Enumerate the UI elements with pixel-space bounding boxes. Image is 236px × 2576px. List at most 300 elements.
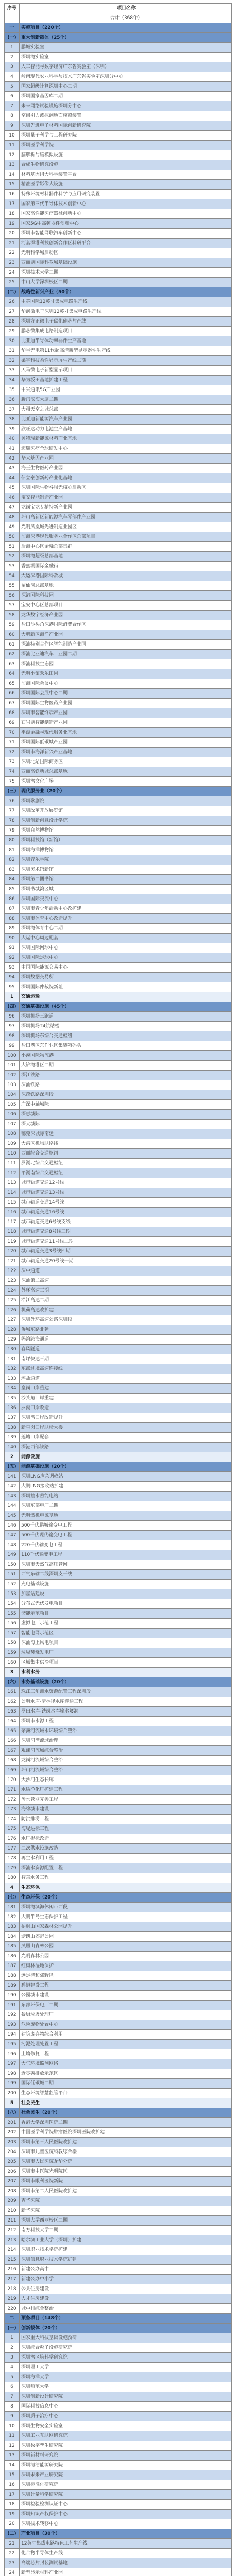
- row-number: 14: [5, 170, 20, 180]
- row-number: 140: [5, 1443, 20, 1452]
- row-number: 73: [5, 757, 20, 767]
- row-number: 3: [5, 1668, 20, 1677]
- row-number: 144: [5, 1501, 20, 1511]
- row-project-name: 深圳生物安全实验室: [20, 2421, 232, 2431]
- row-number: 95: [5, 982, 20, 992]
- row-project-name: 能源基础设施（20个）: [20, 1462, 232, 1472]
- table-row: [5, 620, 232, 630]
- table-row: [5, 2549, 232, 2558]
- table-row: [5, 1599, 232, 1609]
- table-row: [5, 2030, 232, 2040]
- row-project-name: 深圳国际足球中心: [20, 953, 232, 963]
- row-number: 146: [5, 1521, 20, 1531]
- table-row: [5, 2372, 232, 2382]
- row-number: 11: [5, 2431, 20, 2441]
- row-number: 22: [5, 2549, 20, 2558]
- table-row: [5, 1394, 232, 1403]
- row-number: 44: [5, 473, 20, 483]
- table-row: [5, 1041, 232, 1051]
- row-project-name: 中国国际能源交易中心: [20, 963, 232, 973]
- row-project-name: 深圳LNG应急调峰站: [20, 1472, 232, 1482]
- table-row: [5, 1834, 232, 1844]
- row-number: 7: [5, 101, 20, 111]
- row-number: 1: [5, 2333, 20, 2343]
- row-project-name: 鹏城实验室: [20, 43, 232, 53]
- table-row: [5, 1854, 232, 1863]
- table-row: [5, 845, 232, 855]
- row-number: 26: [5, 297, 20, 307]
- row-number: 54: [5, 571, 20, 581]
- row-project-name: 香蜜湖国际金融街: [20, 562, 232, 571]
- row-project-name: 深圳国际网球中心: [20, 943, 232, 953]
- row-number: 116: [5, 1208, 20, 1217]
- table-row: [5, 1785, 232, 1795]
- row-project-name: 东部过境高速连接线: [20, 1364, 232, 1374]
- row-project-name: 深圳综合粒子设施研究院: [20, 2343, 232, 2353]
- table-row: [5, 1217, 232, 1227]
- row-number: 83: [5, 865, 20, 875]
- row-project-name: 智能电网示范区: [20, 1629, 232, 1638]
- table-row: [5, 1697, 232, 1707]
- table-row: [5, 268, 232, 278]
- row-project-name: 交通运输: [20, 992, 232, 1002]
- row-project-name: 深圳湾实验室: [20, 53, 232, 62]
- table-row: [5, 1423, 232, 1433]
- table-row: [5, 2343, 232, 2353]
- row-number: 93: [5, 963, 20, 973]
- row-number: (七): [5, 1893, 20, 1903]
- row-project-name: 深圳书城湾区城: [20, 885, 232, 894]
- row-number: 163: [5, 1707, 20, 1717]
- row-project-name: 光明燃机电源基地: [20, 1511, 232, 1521]
- table-row: [5, 1178, 232, 1188]
- row-project-name: 平湖南综合交通枢纽: [20, 1168, 232, 1178]
- row-number: 32: [5, 356, 20, 366]
- row-number: 130: [5, 1345, 20, 1354]
- row-project-name: 水务基础设施（20个）: [20, 1677, 232, 1687]
- row-number: 114: [5, 1188, 20, 1198]
- row-number: 71: [5, 738, 20, 748]
- table-row: [5, 2519, 232, 2529]
- row-project-name: 城市轨道交通16号线: [20, 1208, 232, 1217]
- table-row: [5, 2304, 232, 2314]
- table-row: [5, 1560, 232, 1570]
- row-number: 201: [5, 2118, 20, 2128]
- row-project-name: 西丽高铁新城总部基地: [20, 767, 232, 777]
- row-number: 220: [5, 2304, 20, 2314]
- row-number: 88: [5, 914, 20, 924]
- row-number: 126: [5, 1306, 20, 1315]
- row-number: 145: [5, 1511, 20, 1521]
- table-row: [5, 1580, 232, 1589]
- row-project-name: 外环高速三期: [20, 1286, 232, 1296]
- row-project-name: 东部环保电厂二期: [20, 2001, 232, 2010]
- row-number: 35: [5, 385, 20, 395]
- table-row: [5, 2510, 232, 2519]
- row-number: 158: [5, 1638, 20, 1648]
- table-row: [5, 1227, 232, 1237]
- row-number: 60: [5, 630, 20, 640]
- table-row: [5, 522, 232, 532]
- row-number: 33: [5, 366, 20, 376]
- row-project-name: 国家高性能医疗器械创新中心: [20, 209, 232, 219]
- row-project-name: 污泥处理处置工程: [20, 2040, 232, 2049]
- table-row: [5, 258, 232, 268]
- row-number: 134: [5, 1384, 20, 1394]
- row-number: 161: [5, 1687, 20, 1697]
- row-project-name: 罗湖口岸改造: [20, 1403, 232, 1413]
- row-number: 63: [5, 659, 20, 669]
- row-number: 191: [5, 2001, 20, 2010]
- row-project-name: 生态环境智慧监管平台: [20, 2089, 232, 2098]
- row-number: 202: [5, 2128, 20, 2138]
- row-project-name: 公园城市建设: [20, 1991, 232, 2001]
- row-project-name: 深圳医学科学院: [20, 141, 232, 150]
- row-project-name: 公明水库-清林径水库连通工程: [20, 1697, 232, 1707]
- table-row: [5, 346, 232, 356]
- row-number: 101: [5, 1061, 20, 1071]
- table-row: [5, 327, 232, 336]
- row-project-name: 沿江高速二期: [20, 1296, 232, 1306]
- table-row: [5, 297, 232, 307]
- table-row: [5, 767, 232, 777]
- table-row: [5, 875, 232, 885]
- row-number: 133: [5, 1374, 20, 1384]
- row-number: 125: [5, 1296, 20, 1306]
- row-project-name: 水厂提标改造: [20, 1834, 232, 1844]
- row-project-name: 深汕科技生态园: [20, 659, 232, 669]
- row-project-name: 信立泰创新药产业化基地: [20, 473, 232, 483]
- table-row: [5, 953, 232, 963]
- table-row: [5, 2206, 232, 2216]
- row-number: 68: [5, 708, 20, 718]
- row-project-name: 哈尔滨工业大学（深圳）扩建: [20, 2235, 232, 2245]
- row-number: 168: [5, 1756, 20, 1766]
- row-project-name: 深圳市青少年活动中心改扩建: [20, 904, 232, 914]
- subcategory-row: [5, 787, 232, 796]
- row-number: 139: [5, 1433, 20, 1443]
- row-number: 172: [5, 1795, 20, 1805]
- table-row: [5, 444, 232, 454]
- row-project-name: 深圳技术转移中心: [20, 2519, 232, 2529]
- row-number: 49: [5, 522, 20, 532]
- row-number: 209: [5, 2196, 20, 2206]
- table-row: [5, 1746, 232, 1756]
- row-project-name: 深圳工业互联网研究院: [20, 2431, 232, 2441]
- table-row: [5, 219, 232, 229]
- row-project-name: 机荷高速改扩建: [20, 1306, 232, 1315]
- subcategory-row: [5, 2324, 232, 2333]
- table-row: [5, 2392, 232, 2402]
- row-number: 166: [5, 1736, 20, 1746]
- table-row: [5, 1100, 232, 1110]
- row-number: 138: [5, 1423, 20, 1433]
- row-number: 98: [5, 1031, 20, 1041]
- table-row: [5, 121, 232, 131]
- row-number: 186: [5, 1952, 20, 1961]
- table-row: [5, 2284, 232, 2294]
- row-project-name: 城中村综合整治: [20, 2304, 232, 2314]
- table-row: [5, 601, 232, 611]
- row-project-name: 新建公办中小学: [20, 2275, 232, 2284]
- row-project-name: 大湾区机场联络线: [20, 1139, 232, 1149]
- row-project-name: 城市轨道交通11号线二期: [20, 1237, 232, 1247]
- row-number: 215: [5, 2255, 20, 2265]
- row-project-name: 光明小镇欢乐田园: [20, 669, 232, 679]
- row-project-name: 光明森林公园: [20, 1952, 232, 1961]
- row-number: 70: [5, 728, 20, 738]
- table-row: [5, 640, 232, 650]
- table-row: [5, 1325, 232, 1335]
- table-row: [5, 2480, 232, 2490]
- table-row: [5, 943, 232, 953]
- row-project-name: 宝安中心区总部项目: [20, 601, 232, 611]
- row-number: 51: [5, 542, 20, 552]
- row-number: 18: [5, 2500, 20, 2510]
- row-number: 58: [5, 611, 20, 620]
- row-project-name: 化合物半导体生产线: [20, 2549, 232, 2558]
- row-number: 13: [5, 160, 20, 170]
- table-row: [5, 72, 232, 82]
- table-row: [5, 180, 232, 190]
- row-project-name: 垃圾焚烧发电厂: [20, 1648, 232, 1658]
- table-row: [5, 2167, 232, 2177]
- table-row: [5, 513, 232, 522]
- row-project-name: 深圳先进电子材料国际创新研究院: [20, 121, 232, 131]
- table-row: [5, 1198, 232, 1208]
- row-project-name: 产业项目（30个）: [20, 2529, 232, 2539]
- table-row: [5, 1120, 232, 1129]
- table-row: [5, 248, 232, 258]
- table-row: [5, 2353, 232, 2363]
- row-project-name: 远足径和郊野径: [20, 1971, 232, 1981]
- table-row: [5, 150, 232, 160]
- row-number: 149: [5, 1550, 20, 1560]
- table-row: [5, 1952, 232, 1961]
- row-project-name: 深惠城际: [20, 1110, 232, 1120]
- table-row: [5, 2412, 232, 2421]
- table-row: [5, 366, 232, 376]
- row-number: (六): [5, 1677, 20, 1687]
- table-row: [5, 2010, 232, 2020]
- row-number: 50: [5, 532, 20, 542]
- subcategory-row: [5, 1677, 232, 1687]
- table-row: [5, 199, 232, 209]
- row-project-name: 高端芯片封装测试基地: [20, 2558, 232, 2568]
- row-number: 176: [5, 1834, 20, 1844]
- table-row: [5, 2177, 232, 2187]
- table-row: [5, 1257, 232, 1266]
- table-row: [5, 1903, 232, 1912]
- subcategory-row: [5, 1002, 232, 1012]
- row-number: 61: [5, 640, 20, 650]
- subcategory-row: [5, 1893, 232, 1903]
- row-number: (一): [5, 2324, 20, 2333]
- row-project-name: 深圳机场T4航站楼: [20, 1022, 232, 1031]
- row-project-name: 区域集中供冷项目: [20, 1658, 232, 1668]
- row-project-name: 深圳市第三人民医院改扩建: [20, 2138, 232, 2147]
- row-number: 124: [5, 1286, 20, 1296]
- row-number: 43: [5, 464, 20, 473]
- row-number: 120: [5, 1247, 20, 1257]
- table-row: [5, 1129, 232, 1139]
- table-row: [5, 630, 232, 640]
- row-project-name: 留仙洞总部基地: [20, 581, 232, 591]
- row-project-name: 深圳量子科学与工程研究院: [20, 131, 232, 141]
- row-number: 110: [5, 1149, 20, 1159]
- row-number: 87: [5, 904, 20, 914]
- table-row: [5, 2333, 232, 2343]
- row-project-name: 中山大学深圳校区二期: [20, 278, 232, 287]
- table-row: [5, 1188, 232, 1198]
- row-number: 102: [5, 1071, 20, 1080]
- row-number: 188: [5, 1971, 20, 1981]
- row-number: 72: [5, 748, 20, 757]
- row-number: 80: [5, 836, 20, 845]
- table-row: [5, 757, 232, 767]
- row-project-name: 皇岗口岸重建: [20, 1384, 232, 1394]
- row-number: 105: [5, 1100, 20, 1110]
- table-row: [5, 1717, 232, 1726]
- table-total-row: [5, 13, 232, 23]
- row-number: 104: [5, 1090, 20, 1100]
- row-project-name: 西丽湖国际科教城基础设施: [20, 258, 232, 268]
- table-row: [5, 1619, 232, 1629]
- row-project-name: 深圳市水源工程: [20, 1717, 232, 1726]
- row-project-name: 智慧水务工程: [20, 1873, 232, 1883]
- table-row: [5, 591, 232, 601]
- row-number: 148: [5, 1540, 20, 1550]
- row-number: 164: [5, 1717, 20, 1726]
- row-number: 3: [5, 2353, 20, 2363]
- table-row: [5, 1961, 232, 1971]
- project-table-body: [5, 4, 232, 2576]
- row-number: 6: [5, 92, 20, 101]
- row-project-name: 深圳师范大学: [20, 2382, 232, 2392]
- table-row: [5, 2470, 232, 2480]
- table-row: [5, 552, 232, 562]
- row-project-name: 城市轨道交通14号线: [20, 1198, 232, 1208]
- row-number: 174: [5, 1815, 20, 1824]
- row-number: 118: [5, 1227, 20, 1237]
- row-project-name: 深圳国际交流中心: [20, 894, 232, 904]
- row-number: 37: [5, 405, 20, 415]
- table-row: [5, 1550, 232, 1560]
- table-row: [5, 904, 232, 914]
- table-row: [5, 2235, 232, 2245]
- row-project-name: 深汕特别合作区智能制造产业园: [20, 640, 232, 650]
- row-project-name: 储能示范项目: [20, 1609, 232, 1619]
- row-number: 100: [5, 1051, 20, 1061]
- table-row: [5, 278, 232, 287]
- row-number: 1: [5, 992, 20, 1002]
- row-project-name: 深圳机场东综合交通枢纽: [20, 1031, 232, 1041]
- row-number: 38: [5, 415, 20, 425]
- table-row: [5, 2216, 232, 2226]
- row-project-name: 城市轨道交通13号线: [20, 1188, 232, 1198]
- row-project-name: 国家第三代半导体技术创新中心: [20, 199, 232, 209]
- table-row: [5, 1492, 232, 1501]
- table-row: [5, 2069, 232, 2079]
- row-number: 45: [5, 483, 20, 493]
- row-number: (五): [5, 1462, 20, 1472]
- row-number: 195: [5, 2040, 20, 2049]
- row-project-name: 现代服务业（20个）: [20, 787, 232, 796]
- row-project-name: 深圳第二图书馆: [20, 875, 232, 885]
- subcategory-row: [5, 1462, 232, 1472]
- row-number: 175: [5, 1824, 20, 1834]
- category-row: [5, 23, 232, 33]
- table-row: [5, 1815, 232, 1824]
- row-number: 156: [5, 1619, 20, 1629]
- row-project-name: 未来网络试验设施深圳分中心: [20, 101, 232, 111]
- row-project-name: 深圳市智能终端产业园: [20, 708, 232, 718]
- row-number: 76: [5, 796, 20, 806]
- row-project-name: 国家5G中高频器件创新中心: [20, 219, 232, 229]
- table-row: [5, 679, 232, 689]
- row-number: 55: [5, 581, 20, 591]
- row-number: 67: [5, 699, 20, 708]
- table-row: [5, 973, 232, 982]
- row-number: 127: [5, 1315, 20, 1325]
- table-row: [5, 718, 232, 728]
- table-row: [5, 699, 232, 708]
- row-project-name: 新建公办高中: [20, 2265, 232, 2275]
- row-number: 198: [5, 2069, 20, 2079]
- row-project-name: 后海中心区金融总部集群: [20, 542, 232, 552]
- table-row: [5, 92, 232, 101]
- row-number: 2: [5, 1452, 20, 1462]
- table-row: [5, 307, 232, 317]
- row-project-name: 光明凤凰城先进制造业园区: [20, 522, 232, 532]
- row-project-name: 深圳标准化研究院: [20, 2480, 232, 2490]
- table-row: [5, 826, 232, 836]
- row-project-name: 坪盐通道: [20, 1374, 232, 1384]
- row-project-name: 深港国际科技园: [20, 591, 232, 601]
- row-project-name: 盐田沙头角深港国际消费合作区: [20, 620, 232, 630]
- row-number: 53: [5, 562, 20, 571]
- row-project-name: 深圳市儿童医院科教综合楼: [20, 2147, 232, 2157]
- table-row: [5, 924, 232, 934]
- table-row: [5, 1511, 232, 1521]
- row-project-name: 深圳改革开放展览馆: [20, 806, 232, 816]
- table-row: [5, 1335, 232, 1345]
- row-number: (四): [5, 1002, 20, 1012]
- row-number: 183: [5, 1922, 20, 1932]
- row-number: (二): [5, 2529, 20, 2539]
- row-number: 二: [5, 2314, 20, 2324]
- table-row: [5, 659, 232, 669]
- row-number: 20: [5, 2519, 20, 2529]
- table-row: [5, 2049, 232, 2059]
- row-project-name: 深圳信息职业技术学院扩建: [20, 2255, 232, 2265]
- table-row: [5, 855, 232, 865]
- row-project-name: 深圳理工大学: [20, 2363, 232, 2372]
- table-row: [5, 1149, 232, 1159]
- table-row: [5, 376, 232, 385]
- row-number: 36: [5, 395, 20, 405]
- row-project-name: 华大基因产业园: [20, 454, 232, 464]
- table-row: [5, 2558, 232, 2568]
- row-project-name: 龙华数字经济产业园: [20, 611, 232, 620]
- row-project-name: 生态环保（20个）: [20, 1893, 232, 1903]
- table-row: [5, 1795, 232, 1805]
- table-row: [5, 1472, 232, 1482]
- row-number: 185: [5, 1942, 20, 1952]
- table-row: [5, 1315, 232, 1325]
- row-project-name: 中芯国际12英寸集成电路生产线: [20, 297, 232, 307]
- row-number: 203: [5, 2138, 20, 2147]
